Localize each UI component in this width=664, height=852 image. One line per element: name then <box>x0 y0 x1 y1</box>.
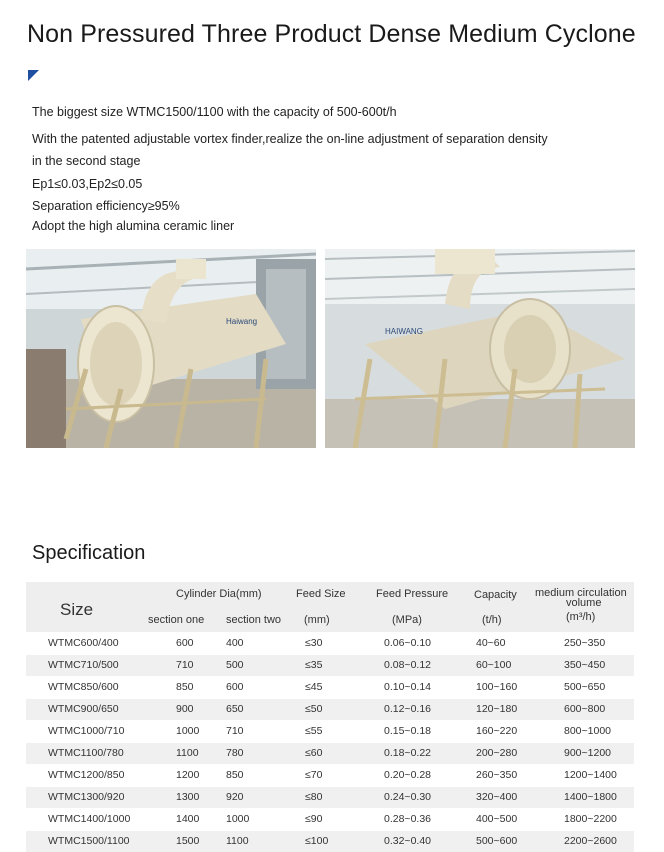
table-cell: WTMC600/400 <box>48 637 119 649</box>
table-cell: ≤70 <box>305 769 323 781</box>
table-cell: 920 <box>226 791 244 803</box>
table-header <box>26 582 634 632</box>
table-cell: WTMC1000/710 <box>48 725 125 737</box>
table-cell: WTMC1500/1100 <box>48 835 130 847</box>
cyclone-photo-left <box>26 249 316 448</box>
header-capacity-unit: (t/h) <box>482 614 502 626</box>
table-cell: 0.20~0.28 <box>384 769 432 781</box>
table-cell: 1100 <box>176 747 199 759</box>
table-row <box>26 830 634 852</box>
table-cell: 0.08~0.12 <box>384 659 432 671</box>
header-capacity: Capacity <box>474 589 517 601</box>
table-row <box>26 676 634 698</box>
table-cell: 650 <box>226 703 244 715</box>
table-cell: ≤50 <box>305 703 323 715</box>
header-medium-unit: (m³/h) <box>566 611 596 623</box>
table-row <box>26 654 634 676</box>
table-cell: 1200 <box>176 769 200 781</box>
table-cell: 1000 <box>176 725 200 737</box>
table-cell: 100~160 <box>476 681 518 693</box>
header-size: Size <box>60 600 94 619</box>
table-cell: 1400~1800 <box>564 791 617 803</box>
header-feed-size-unit: (mm) <box>304 614 330 626</box>
header-section-one: section one <box>148 614 205 626</box>
table-cell: 1500 <box>176 835 200 847</box>
table-cell: 900~1200 <box>564 747 612 759</box>
specification-table <box>26 582 634 852</box>
header-cylinder: Cylinder Dia(mm) <box>176 588 262 600</box>
feature-item: The biggest size WTMC1500/1100 with the capacity of 500-600t/h <box>32 105 397 119</box>
table-row <box>26 742 634 764</box>
feature-item: Adopt the high alumina ceramic liner <box>32 219 235 233</box>
cyclone-photo-right <box>325 249 635 448</box>
header-feed-pressure-unit: (MPa) <box>392 614 422 626</box>
table-cell: ≤60 <box>305 747 323 759</box>
table-cell: WTMC710/500 <box>48 659 119 671</box>
feature-item: in the second stage <box>32 154 141 168</box>
table-cell: 350~450 <box>564 659 606 671</box>
table-cell: 780 <box>226 747 244 759</box>
table-cell: 900 <box>176 703 194 715</box>
table-cell: 0.18~0.22 <box>384 747 432 759</box>
table-cell: 850 <box>226 769 244 781</box>
table-cell: 600~800 <box>564 703 606 715</box>
specification-title: Specification <box>32 542 146 564</box>
table-cell: WTMC1100/780 <box>48 747 124 759</box>
table-cell: 320~400 <box>476 791 518 803</box>
table-row <box>26 786 634 808</box>
table-cell: WTMC900/650 <box>48 703 119 715</box>
table-cell: 0.32~0.40 <box>384 835 432 847</box>
table-cell: 160~220 <box>476 725 518 737</box>
table-cell: 400~500 <box>476 813 518 825</box>
table-cell: 200~280 <box>476 747 518 759</box>
table-cell: 1200~1400 <box>564 769 617 781</box>
table-cell: 1400 <box>176 813 200 825</box>
table-cell: 710 <box>226 725 244 737</box>
table-cell: 0.24~0.30 <box>384 791 432 803</box>
page-title: Non Pressured Three Product Dense Medium Cyclone <box>27 20 636 48</box>
table-cell: WTMC1300/920 <box>48 791 125 803</box>
table-row <box>26 720 634 742</box>
table-cell: ≤100 <box>305 835 329 847</box>
table-cell: WTMC850/600 <box>48 681 119 693</box>
table-cell: 0.12~0.16 <box>384 703 432 715</box>
table-cell: 800~1000 <box>564 725 612 737</box>
table-row <box>26 808 634 830</box>
table-cell: 250~350 <box>564 637 606 649</box>
header-section-two: section two <box>226 614 282 626</box>
table-cell: ≤30 <box>305 637 323 649</box>
table-cell: 0.10~0.14 <box>384 681 432 693</box>
table-cell: 60~100 <box>476 659 512 671</box>
table-cell: 0.15~0.18 <box>384 725 432 737</box>
table-row <box>26 632 634 654</box>
table-cell: ≤55 <box>305 725 323 737</box>
table-cell: 40~60 <box>476 637 506 649</box>
table-cell: 600 <box>226 681 244 693</box>
header-medium-line2: volume <box>566 597 602 609</box>
header-feed-size: Feed Size <box>296 588 346 600</box>
table-row <box>26 698 634 720</box>
feature-item: Ep1≤0.03,Ep2≤0.05 <box>32 177 143 191</box>
table-cell: WTMC1400/1000 <box>48 813 131 825</box>
feature-item: With the patented adjustable vortex finder,realize the on-line adjustment of separation density <box>32 132 548 146</box>
table-cell: 1100 <box>226 835 249 847</box>
table-cell: WTMC1200/850 <box>48 769 125 781</box>
table-cell: ≤35 <box>305 659 323 671</box>
header-feed-pressure: Feed Pressure <box>376 588 449 600</box>
header-medium-line1: medium circulation <box>535 587 627 599</box>
table-cell: 500~650 <box>564 681 606 693</box>
brand-label: HAIWANG <box>385 327 423 336</box>
table-cell: 120~180 <box>476 703 518 715</box>
table-cell: 2200~2600 <box>564 835 617 847</box>
table-cell: 0.28~0.36 <box>384 813 432 825</box>
table-cell: 600 <box>176 637 194 649</box>
table-cell: 500~600 <box>476 835 518 847</box>
table-cell: 710 <box>176 659 194 671</box>
table-cell: ≤90 <box>305 813 323 825</box>
section-marker-icon <box>28 70 39 81</box>
table-cell: 500 <box>226 659 244 671</box>
table-cell: 260~350 <box>476 769 518 781</box>
feature-item: Separation efficiency≥95% <box>32 199 180 213</box>
table-cell: 850 <box>176 681 194 693</box>
table-cell: 1000 <box>226 813 250 825</box>
table-cell: ≤80 <box>305 791 323 803</box>
table-cell: 400 <box>226 637 244 649</box>
table-cell: 1300 <box>176 791 200 803</box>
table-cell: ≤45 <box>305 681 323 693</box>
table-body <box>26 632 634 852</box>
table-cell: 1800~2200 <box>564 813 617 825</box>
brand-label: Haiwang <box>226 317 258 326</box>
table-cell: 0.06~0.10 <box>384 637 432 649</box>
table-row <box>26 764 634 786</box>
